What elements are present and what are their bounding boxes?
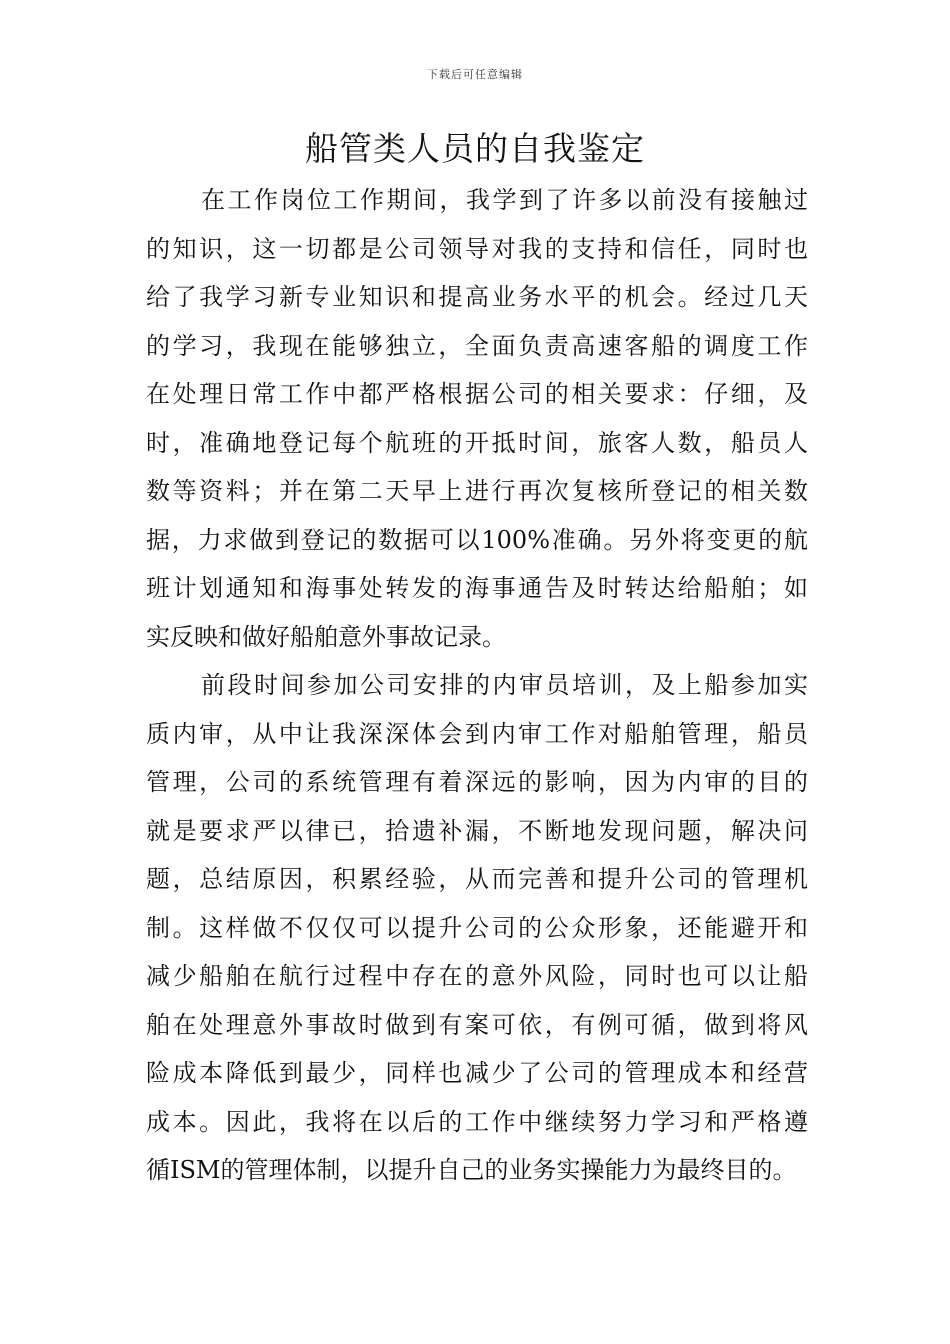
paragraph-line: 的知识，这一切都是公司领导对我的支持和信任，同时也 [146,234,808,263]
header-note: 下载后可任意编辑 [427,68,523,81]
paragraph-line: 在工作岗位工作期间，我学到了许多以前没有接触过 [201,186,808,214]
paragraph-line: 就是要求严以律已，拾遗补漏，不断地发现问题，解决问 [146,816,808,845]
paragraph-line: 管理，公司的系统管理有着深远的影响，因为内审的目的 [146,768,808,796]
paragraph-line: 给了我学习新专业知识和提高业务水平的机会。经过几天 [146,283,808,311]
paragraph-line: 循ISM的管理体制，以提升自己的业务实操能力为最终目的。 [146,1156,797,1184]
paragraph-line: 减少船舶在航行过程中存在的意外风险，同时也可以让船 [146,962,808,990]
document-title: 船管类人员的自我鉴定 [305,129,645,168]
paragraph-line: 数等资料；并在第二天早上进行再次复核所登记的相关数 [146,477,808,505]
paragraph-line: 班计划通知和海事处转发的海事通告及时转达给船舶；如 [146,574,808,602]
document-body [146,176,808,1195]
paragraph-line: 舶在处理意外事故时做到有案可依，有例可循，做到将风 [146,1010,808,1039]
paragraph-line: 实反映和做好船舶意外事故记录。 [146,622,506,651]
paragraph-line: 据，力求做到登记的数据可以100%准确。另外将变更的航 [146,525,808,554]
paragraph-line: 险成本降低到最少，同样也减少了公司的管理成本和经营 [146,1059,808,1087]
paragraph-line: 前段时间参加公司安排的内审员培训，及上船参加实 [201,671,808,699]
paragraph-line: 时，准确地登记每个航班的开抵时间，旅客人数，船员人 [146,428,808,457]
paragraph-line: 的学习，我现在能够独立，全面负责高速客船的调度工作 [146,331,808,360]
paragraph-line: 成本。因此，我将在以后的工作中继续努力学习和严格遵 [146,1107,808,1136]
paragraph-line: 质内审，从中让我深深体会到内审工作对船舶管理，船员 [146,719,808,748]
paragraph-line: 制。这样做不仅仅可以提升公司的公众形象，还能避开和 [146,913,808,942]
paragraph-1 [146,176,808,661]
paragraph-line: 在处理日常工作中都严格根据公司的相关要求：仔细，及 [146,380,808,408]
paragraph-2 [146,661,808,1195]
paragraph-line: 题，总结原因，积累经验，从而完善和提升公司的管理机 [146,865,808,893]
